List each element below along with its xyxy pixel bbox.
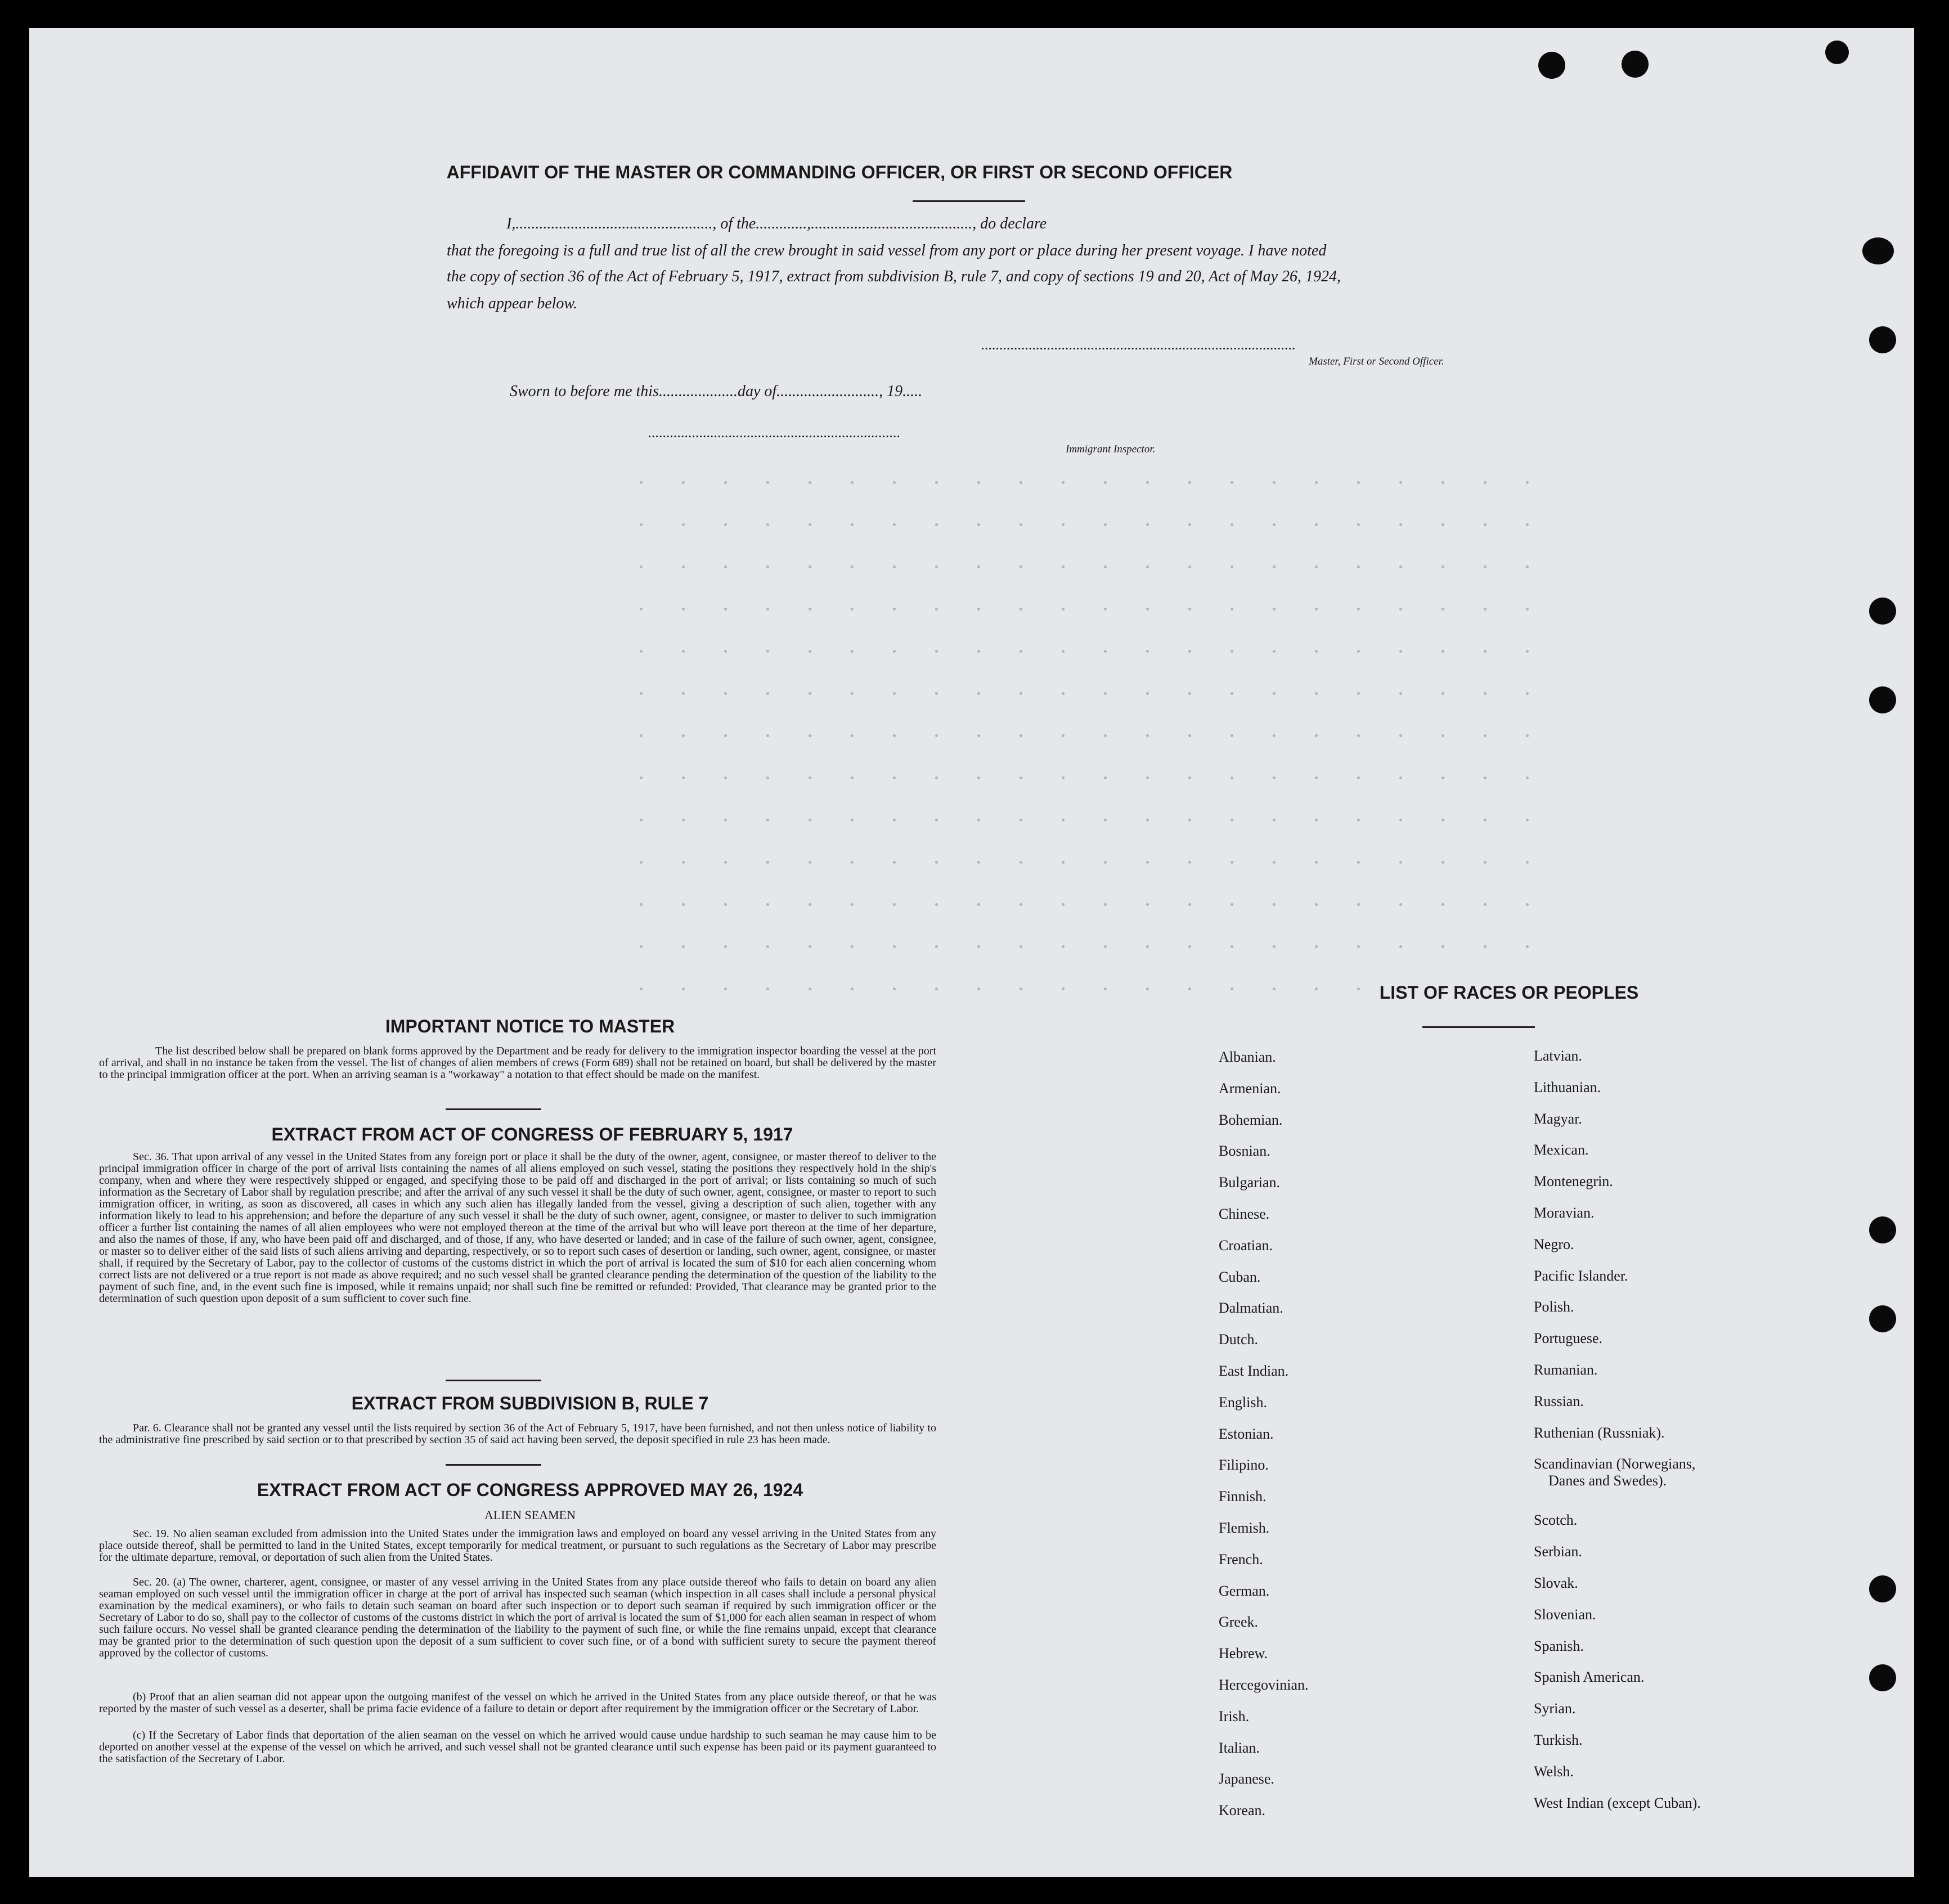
sworn-line: Sworn to before me this....................day of.........................., 19.....	[510, 383, 923, 400]
race-item: Italian.	[1219, 1739, 1260, 1756]
punch-hole	[1538, 52, 1565, 79]
extract-rule7-title: EXTRACT FROM SUBDIVISION B, RULE 7	[351, 1393, 709, 1413]
extract-1917-text: Sec. 36. That upon arrival of any vessel in the United States from any foreign port or place it shall be the duty of the owner, agent, consignee, or master thereof to deliver to the principal immigration officer in charge of the port of arrival lists containing the names of all aliens employed on such vessel, stating the positions they respectively hold in the ship's company, when and where they were respectively shipped or engaged, and specifying those to be paid off and discharged in the port of arrival; or lists containing so much of such information as the Secretary of Labor shall by regulation prescribe; and after the arrival of any such vessel it shall be the duty of such owner, agent, consignee, or master to report to such immigration officer, in writing, as soon as discovered, all cases in which any such alien has illegally landed from the vessel, giving a description of such alien, together with any information likely to lead to his apprehension; and before the departure of any such vessel it shall be the duty of such owner, agent, consignee, or master to deliver to such immigration officer a further list containing the names of all alien employees who were not employed thereon at the time of the arrival but who will leave port thereon at the time of her departure, and also the names of those, if any, who have been paid off and discharged, and of those, if any, who have deserted or landed; and in case of the failure of such owner, agent, consignee, or master so to deliver either of the said lists of such aliens arriving and departing, respectively, or so to report such cases of desertion or landing, such owner, agent, consignee, or master shall, if required by the Secretary of Labor, pay to the collector of customs of the customs district in which the port of arrival is located the sum of $10 for each alien concerning whom correct lists are not delivered or a true report is not made as above required; and no such vessel shall be granted clearance pending the determination of the question of the liability to the payment of such fine, and, in the event such fine is imposed, while it remains unpaid; nor shall such fine be remitted or refunded: Provided, That clearance may be granted prior to the determination of such question upon deposit of a sum sufficient to cover such fine.	[99, 1151, 936, 1305]
signature-label: Master, First or Second Officer.	[1309, 356, 1444, 367]
race-item: Croatian.	[1219, 1237, 1273, 1254]
race-item: Welsh.	[1534, 1763, 1574, 1780]
race-item-scandinavian	[1534, 1456, 1701, 1512]
race-item: Dutch.	[1219, 1331, 1259, 1348]
race-item: Slovak.	[1534, 1574, 1578, 1591]
race-item: Irish.	[1219, 1708, 1250, 1725]
race-item: Magyar.	[1534, 1110, 1582, 1127]
race-item: Filipino.	[1219, 1457, 1269, 1474]
punch-hole	[1869, 1664, 1896, 1691]
divider-rule	[446, 1108, 541, 1110]
race-item-line: Scandinavian (Norwegians,	[1534, 1456, 1696, 1472]
races-left-column	[1219, 1049, 1309, 1834]
race-item: Finnish.	[1219, 1488, 1267, 1505]
race-item: English.	[1219, 1394, 1267, 1411]
race-item: Scotch.	[1534, 1512, 1578, 1529]
race-item: Bulgarian.	[1219, 1174, 1281, 1191]
inspector-line: .....................................................................	[648, 424, 901, 441]
race-item: Turkish.	[1534, 1731, 1583, 1748]
race-item: Ruthenian (Russniak).	[1534, 1424, 1665, 1441]
race-item: Spanish.	[1534, 1637, 1584, 1654]
punch-hole	[1869, 598, 1896, 625]
race-item: Negro.	[1534, 1236, 1574, 1252]
divider-rule	[1422, 1026, 1535, 1028]
race-item: Dalmatian.	[1219, 1300, 1283, 1317]
race-item: German.	[1219, 1582, 1270, 1599]
race-item: Russian.	[1534, 1393, 1584, 1409]
race-item-line: Danes and Swedes).	[1548, 1472, 1667, 1489]
race-item: Cuban.	[1219, 1268, 1261, 1285]
race-item: Hercegovinian.	[1219, 1676, 1309, 1693]
extract-1924-sec20c: (c) If the Secretary of Labor finds that deportation of the alien seaman on the vessel on which he arrived would cause undue hardship to such seaman he may cause him to be deported on another vessel at the expense of the vessel on which he arrived, and such vessel shall not be granted clearance until such expense has been paid or its payment guaranteed to the satisfaction of the Secretary of Labor.	[99, 1729, 936, 1765]
races-title: LIST OF RACES OR PEOPLES	[1379, 982, 1639, 1003]
signature-line: ......................................................................................	[981, 336, 1296, 353]
race-item: Montenegrin.	[1534, 1173, 1613, 1190]
punch-hole	[1869, 1575, 1896, 1602]
affidavit-line-2: that the foregoing is a full and true list of all the crew brought in said vessel from any port or place during her present voyage. I have noted	[447, 242, 1327, 259]
punch-hole	[1862, 237, 1894, 264]
document-page	[29, 28, 1914, 1877]
race-item: Rumanian.	[1534, 1361, 1598, 1378]
affidavit-line-3: the copy of section 36 of the Act of February 5, 1917, extract from subdivision B, rule 7, and copy of sections 19 and 20, Act of May 26, 1924,	[447, 268, 1341, 285]
extract-1924-sec19: Sec. 19. No alien seaman excluded from admission into the United States under the immigration laws and employed on board any vessel arriving in the United States from any place outside thereof, shall be permitted to land in the United States, except temporarily for medical treatment, or pursuant to such regulations as the Secretary of Labor may prescribe for the ultimate departure, removal, or deportation of such alien from the United States.	[99, 1528, 936, 1564]
inspector-label: Immigrant Inspector.	[1066, 443, 1156, 455]
race-item: Flemish.	[1219, 1519, 1270, 1536]
race-item: Portuguese.	[1534, 1330, 1603, 1347]
notice-text: The list described below shall be prepared on blank forms approved by the Department and be ready for delivery to the immigration inspector boarding the vessel at the port of arrival, and shall in no instance be taken from the vessel. The list of changes of alien members of crews (Form 689) shall not be retained on board, but shall be delivered by the master to the principal immigration officer at the port. When an arriving seaman is a "workaway" a notation to that effect should be made on the manifest.	[99, 1045, 936, 1081]
notice-title: IMPORTANT NOTICE TO MASTER	[385, 1016, 675, 1036]
punch-hole	[1869, 1216, 1896, 1243]
extract-1924-title: EXTRACT FROM ACT OF CONGRESS APPROVED MAY 26, 1924	[257, 1480, 803, 1500]
race-item: Moravian.	[1534, 1204, 1595, 1221]
race-item: Latvian.	[1534, 1048, 1582, 1064]
race-item: Polish.	[1534, 1299, 1574, 1315]
race-item: Spanish American.	[1534, 1669, 1645, 1686]
race-item: Slovenian.	[1534, 1606, 1596, 1623]
affidavit-line-4: which appear below.	[447, 295, 578, 312]
race-item: Estonian.	[1219, 1425, 1274, 1442]
punch-hole	[1869, 686, 1896, 713]
extract-1917-title: EXTRACT FROM ACT OF CONGRESS OF FEBRUARY 5, 1917	[271, 1124, 793, 1144]
race-item: Mexican.	[1534, 1142, 1589, 1158]
race-item: Bohemian.	[1219, 1111, 1283, 1128]
extract-1924-subtitle: ALIEN SEAMEN	[484, 1508, 576, 1522]
divider-rule	[446, 1380, 541, 1381]
race-item: West Indian (except Cuban).	[1534, 1794, 1701, 1811]
race-item: Syrian.	[1534, 1700, 1576, 1717]
race-item: East Indian.	[1219, 1362, 1289, 1379]
divider-rule	[446, 1464, 541, 1466]
punch-hole	[1869, 1305, 1896, 1332]
race-item: Hebrew.	[1219, 1645, 1268, 1662]
races-right-column	[1534, 1048, 1701, 1826]
race-item: Korean.	[1219, 1802, 1266, 1819]
extract-rule7-text: Par. 6. Clearance shall not be granted any vessel until the lists required by section 36 of the Act of February 5, 1917, have been furnished, and not then unless notice of liability to the administrative fine prescribed by said section or to that prescribed by section 35 of said act having been served, the deposit specified in rule 23 has been made.	[99, 1422, 936, 1446]
race-item: Bosnian.	[1219, 1143, 1270, 1160]
race-item: Japanese.	[1219, 1771, 1274, 1788]
punch-hole	[1869, 326, 1896, 353]
extract-1924-sec20a: Sec. 20. (a) The owner, charterer, agent, consignee, or master of any vessel arriving in the United States from any place outside thereof who fails to detain on board any alien seaman employed on such vessel until the immigration officer in charge at the port of arrival has inspected such seaman (which inspection in all cases shall include a personal physical examination by the medical examiners), or who fails to detain such seaman on board after such inspection or to deport such seaman if required by such immigration officer or the Secretary of Labor to do so, shall pay to the collector of customs of the customs district in which the port of arrival is located the sum of $1,000 for each alien seaman in respect of whom such failure occurs. No vessel shall be granted clearance pending the determination of the liability to the payment of such fine, or while the fine remains unpaid, except that clearance may be granted prior to the determination of such question upon the deposit of a sum sufficient to cover such fine, or of a bond with sufficient surety to secure the payment thereof approved by the collector of customs.	[99, 1576, 936, 1659]
race-item: Greek.	[1219, 1614, 1259, 1631]
race-item: Armenian.	[1219, 1080, 1281, 1097]
affidavit-line-1: I,.................................................., of the.............,........................................., do declare	[506, 215, 1047, 232]
race-item: French.	[1219, 1551, 1263, 1568]
race-item: Serbian.	[1534, 1543, 1582, 1560]
race-item: Albanian.	[1219, 1049, 1276, 1065]
divider-rule	[913, 200, 1025, 202]
punch-hole	[1825, 41, 1849, 64]
faint-grid-dots	[620, 461, 1548, 1024]
race-item: Pacific Islander.	[1534, 1267, 1628, 1284]
affidavit-title: AFFIDAVIT OF THE MASTER OR COMMANDING OFFICER, OR FIRST OR SECOND OFFICER	[446, 162, 1233, 182]
extract-1924-sec20b: (b) Proof that an alien seaman did not appear upon the outgoing manifest of the vessel on which he arrived in the United States from any place outside thereof, or that he was reported by the master of such vessel as a deserter, shall be prima facie evidence of a failure to detain or deport after requirement by the immigration officer or the Secretary of Labor.	[99, 1691, 936, 1715]
punch-hole	[1622, 51, 1649, 78]
race-item: Lithuanian.	[1534, 1079, 1601, 1095]
race-item: Chinese.	[1219, 1205, 1270, 1222]
